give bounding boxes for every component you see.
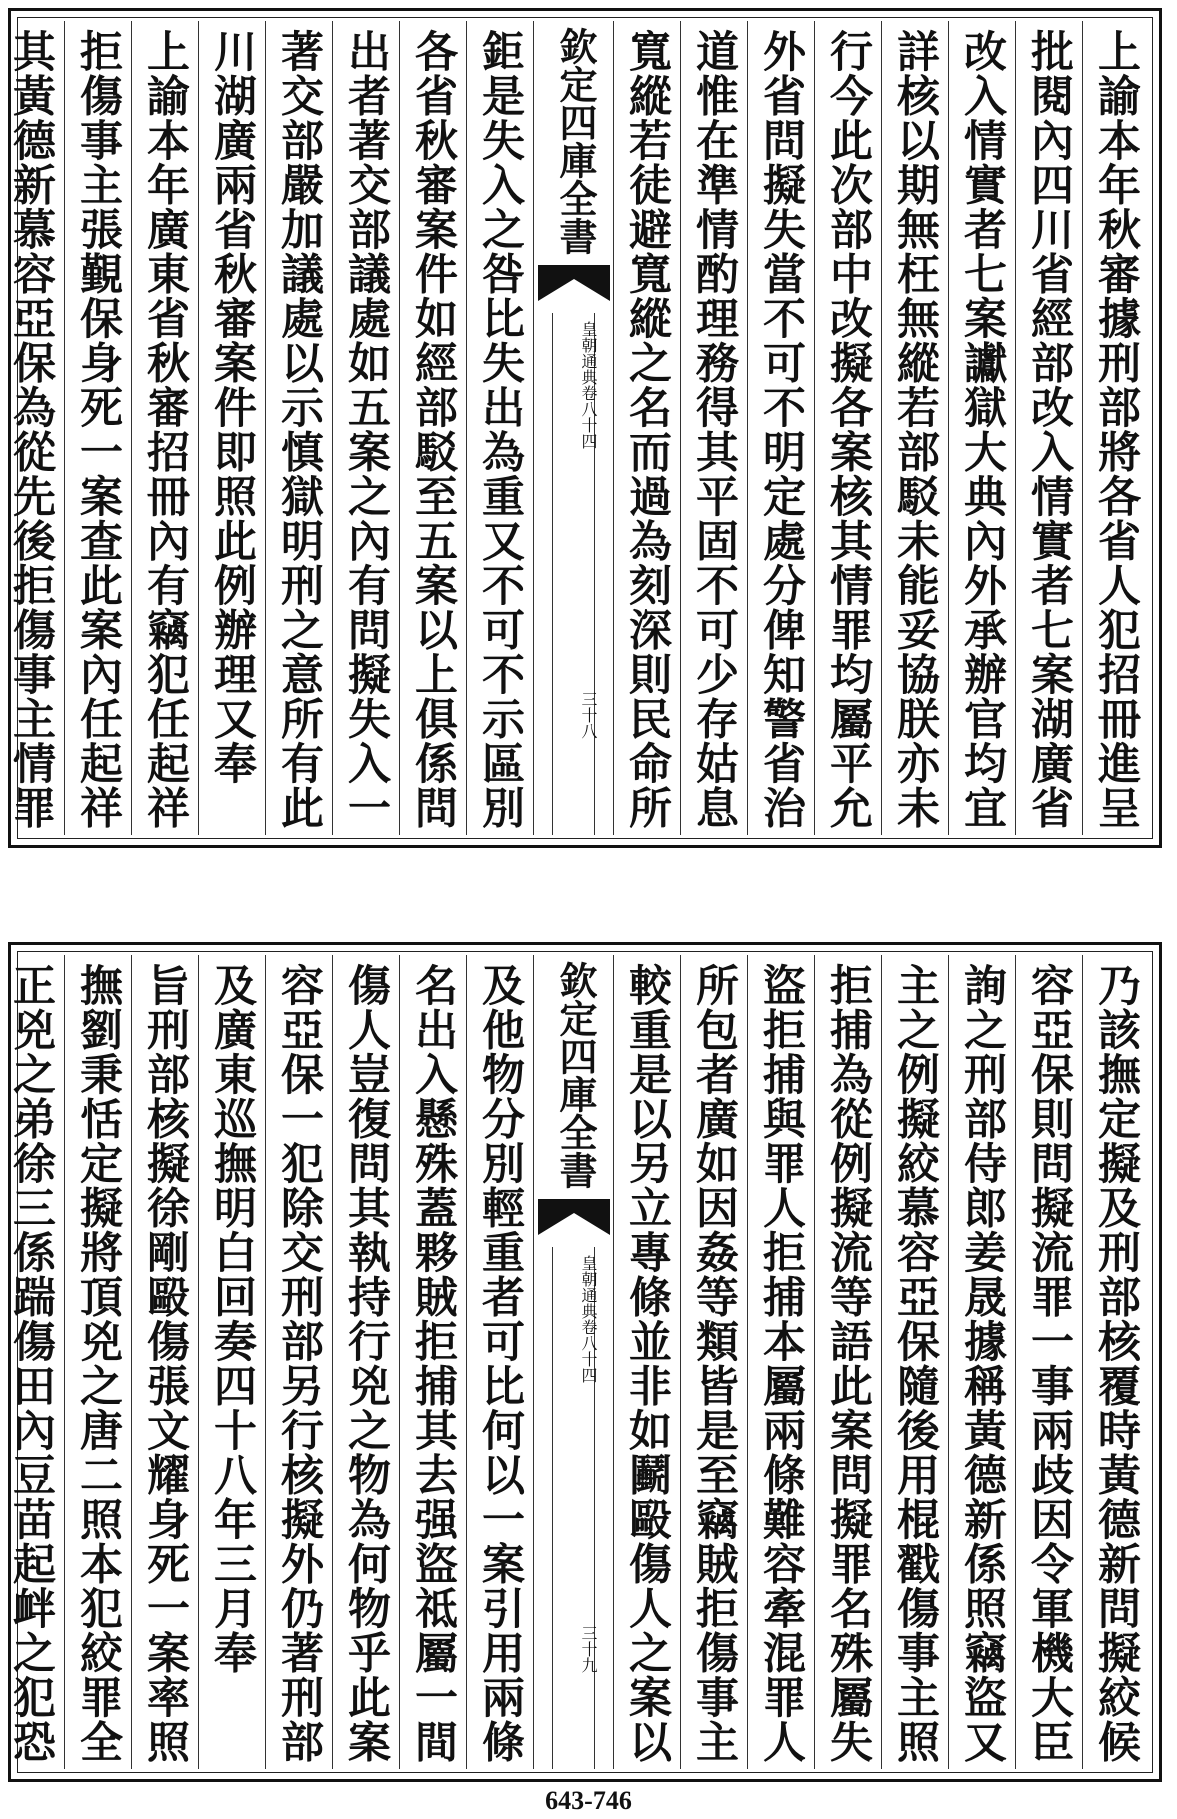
column-text: 寬縱若徒避寬縱之名而過為刻深則民命所 xyxy=(622,29,672,830)
column-text: 及他物分別輕重者可比何以一案引用兩條 xyxy=(475,963,525,1764)
center-fold xyxy=(533,955,613,1769)
text-columns xyxy=(6,955,1149,1769)
text-column xyxy=(881,955,948,1769)
text-column xyxy=(948,21,1015,835)
column-text: 批閱內四川省經部改入情實者七案湖廣省 xyxy=(1024,29,1074,830)
column-text: 著交部嚴加議處以示慎獄明刑之意所有此 xyxy=(274,29,324,830)
column-text: 較重是以另立專條並非如鬬毆傷人之案以 xyxy=(622,963,672,1764)
page-lower xyxy=(8,942,1162,1782)
text-column xyxy=(64,955,131,1769)
text-column xyxy=(814,955,881,1769)
column-text: 容亞保則問擬流罪一事兩歧因令軍機大臣 xyxy=(1024,963,1074,1764)
book-title: 欽定四庫全書 xyxy=(553,961,598,1189)
text-column xyxy=(680,955,747,1769)
text-column xyxy=(747,21,814,835)
column-text: 傷人豈復問其執持行兇之物為何物乎此案 xyxy=(341,963,391,1764)
column-text: 旨刑部核擬徐剛毆傷張文耀身死一案率照 xyxy=(140,963,190,1764)
fish-tail-mark-icon xyxy=(538,265,610,309)
text-column xyxy=(466,21,533,835)
page-upper xyxy=(8,8,1162,848)
text-column xyxy=(131,21,198,835)
column-text: 拒傷事主張覲保身死一案查此案內任起祥 xyxy=(73,29,123,830)
text-column xyxy=(613,21,680,835)
text-column xyxy=(1082,21,1149,835)
text-column xyxy=(0,955,64,1769)
center-fold xyxy=(533,21,613,835)
column-text: 撫劉秉恬定擬將頂兇之唐二照本犯絞罪全 xyxy=(73,963,123,1764)
text-column xyxy=(265,21,332,835)
column-text: 所包者廣如因姦等類皆是至竊賊拒傷事主 xyxy=(689,963,739,1764)
text-column xyxy=(332,21,399,835)
text-column xyxy=(131,955,198,1769)
column-text: 詳核以期無枉無縱若部駁未能妥協朕亦未 xyxy=(890,29,940,830)
column-text: 名出入懸殊蓋夥賊拒捕其去强盜祗屬一間 xyxy=(408,963,458,1764)
column-text: 出者著交部議處如五案之內有問擬失入一 xyxy=(341,29,391,830)
column-text: 正兇之弟徐三係踹傷田內豆苗起衅之犯恐 xyxy=(6,963,56,1764)
footer-page-range: 643-746 xyxy=(545,1786,632,1815)
text-column xyxy=(466,955,533,1769)
column-text: 外省問擬失當不可不明定處分俾知警省治 xyxy=(756,29,806,830)
column-text: 道惟在準情酌理務得其平固不可少存姑息 xyxy=(689,29,739,830)
text-column xyxy=(198,21,265,835)
text-column xyxy=(265,955,332,1769)
text-column xyxy=(332,955,399,1769)
text-column xyxy=(680,21,747,835)
column-text: 其黃德新慕容亞保為從先後拒傷事主情罪 xyxy=(6,29,56,830)
text-column xyxy=(948,955,1015,1769)
text-column xyxy=(747,955,814,1769)
book-title: 欽定四庫全書 xyxy=(553,27,598,255)
column-text: 川湖廣兩省秋審案件即照此例辦理又奉 xyxy=(207,29,257,786)
column-text: 容亞保一犯除交刑部另行核擬外仍著刑部 xyxy=(274,963,324,1764)
column-text: 上諭本年秋審據刑部將各省人犯招冊進呈 xyxy=(1091,29,1141,830)
text-column xyxy=(1015,955,1082,1769)
volume-label: 皇朝通典卷八十四 xyxy=(579,321,598,449)
column-text: 拒捕為從例擬流等語此案問擬罪名殊屬失 xyxy=(823,963,873,1764)
fish-tail-mark-icon xyxy=(538,1199,610,1243)
column-text: 鉅是失入之咎比失出為重又不可不示區別 xyxy=(475,29,525,830)
column-text: 主之例擬絞慕容亞保隨後用棍戳傷事主照 xyxy=(890,963,940,1764)
page-number: 三十九 xyxy=(579,1625,598,1673)
text-column xyxy=(1082,955,1149,1769)
column-text: 上諭本年廣東省秋審招冊內有竊犯任起祥 xyxy=(140,29,190,830)
text-column xyxy=(881,21,948,835)
text-column xyxy=(198,955,265,1769)
column-text: 行今此次部中改擬各案核其情罪均屬平允 xyxy=(823,29,873,830)
text-column xyxy=(613,955,680,1769)
text-column xyxy=(64,21,131,835)
volume-label: 皇朝通典卷八十四 xyxy=(579,1255,598,1383)
text-column xyxy=(814,21,881,835)
text-column xyxy=(399,21,466,835)
page-number: 三十八 xyxy=(579,691,598,739)
column-text: 乃該撫定擬及刑部核覆時黃德新問擬絞候 xyxy=(1091,963,1141,1764)
column-text: 盜拒捕與罪人拒捕本屬兩條難容牽混罪人 xyxy=(756,963,806,1764)
text-columns xyxy=(6,21,1149,835)
text-column xyxy=(0,21,64,835)
column-text: 各省秋審案件如經部駁至五案以上俱係問 xyxy=(408,29,458,830)
column-text: 詢之刑部侍郎姜晟據稱黃德新係照竊盜又 xyxy=(957,963,1007,1764)
text-column xyxy=(399,955,466,1769)
column-text: 及廣東巡撫明白回奏四十八年三月奉 xyxy=(207,963,257,1675)
column-text: 改入情實者七案讞獄大典內外承辦官均宜 xyxy=(957,29,1007,830)
text-column xyxy=(1015,21,1082,835)
